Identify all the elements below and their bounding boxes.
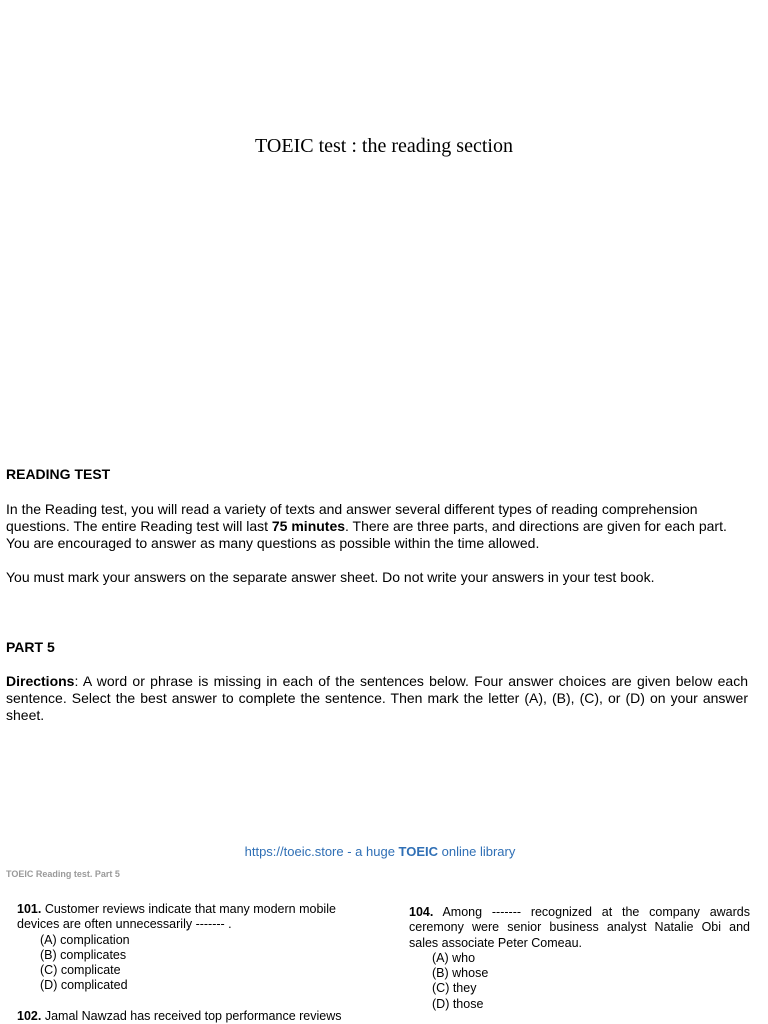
question-number: 102.: [17, 1009, 42, 1023]
question-stem: [17, 902, 357, 933]
document-title: TOEIC test : the reading section: [255, 135, 513, 157]
question-stem: [409, 905, 750, 951]
question-number: 104.: [409, 905, 434, 919]
running-header: TOEIC Reading test. Part 5: [6, 869, 120, 879]
reading-test-heading: READING TEST: [6, 466, 111, 482]
option-b: (B) complicates: [40, 947, 127, 962]
part5-directions: [6, 673, 748, 724]
reading-test-intro: [6, 501, 748, 552]
option-a: (A) complication: [40, 932, 130, 947]
intro-text-start: In the Reading test, you will read a variety of texts and answer several different types of reading comprehension questions. The entire Reading test will last: [6, 501, 698, 534]
option-d: (D) those: [432, 996, 484, 1011]
question-104: [409, 905, 750, 1012]
footer-link-bold[interactable]: TOEIC: [398, 844, 439, 859]
question-number: 101.: [17, 902, 42, 916]
question-text: Jamal Nawzad has received top performance reviews: [44, 1009, 342, 1023]
question-stem: [17, 1009, 357, 1024]
question-101: [17, 902, 357, 994]
question-text: Customer reviews indicate that many modern mobile devices are often unnecessarily ------- .: [17, 902, 336, 932]
option-c: (C) they: [432, 981, 477, 996]
question-102: [17, 1009, 357, 1024]
option-b: (B) whose: [432, 966, 489, 981]
intro-duration: 75 minutes: [271, 518, 346, 534]
option-c: (C) complicate: [40, 963, 121, 978]
option-a: (A) who: [432, 950, 476, 965]
part5-heading: PART 5: [6, 639, 55, 655]
question-text: Among ------- recognized at the company awards ceremony were senior business analyst Natalie Obi and sales associate Peter Comeau.: [409, 905, 750, 950]
footer-link-text-end[interactable]: online library: [438, 844, 516, 859]
directions-label: Directions: [6, 673, 75, 689]
answer-sheet-note: You must mark your answers on the separate answer sheet. Do not write your answers in your test book.: [6, 569, 655, 585]
footer-link[interactable]: [0, 844, 760, 859]
option-d: (D) complicated: [40, 978, 128, 993]
intro-text-end: . There are three parts, and directions are given for each part. You are encouraged to answer as many questions as possible within the time allowed.: [6, 518, 727, 551]
directions-text: : A word or phrase is missing in each of the sentences below. Four answer choices are given below each sentence. Select the best answer to complete the sentence. Then mark the letter (A), (B), (C), or (D) on your answer sheet.: [6, 673, 748, 723]
footer-link-text[interactable]: https://toeic.store - a huge: [244, 844, 399, 859]
